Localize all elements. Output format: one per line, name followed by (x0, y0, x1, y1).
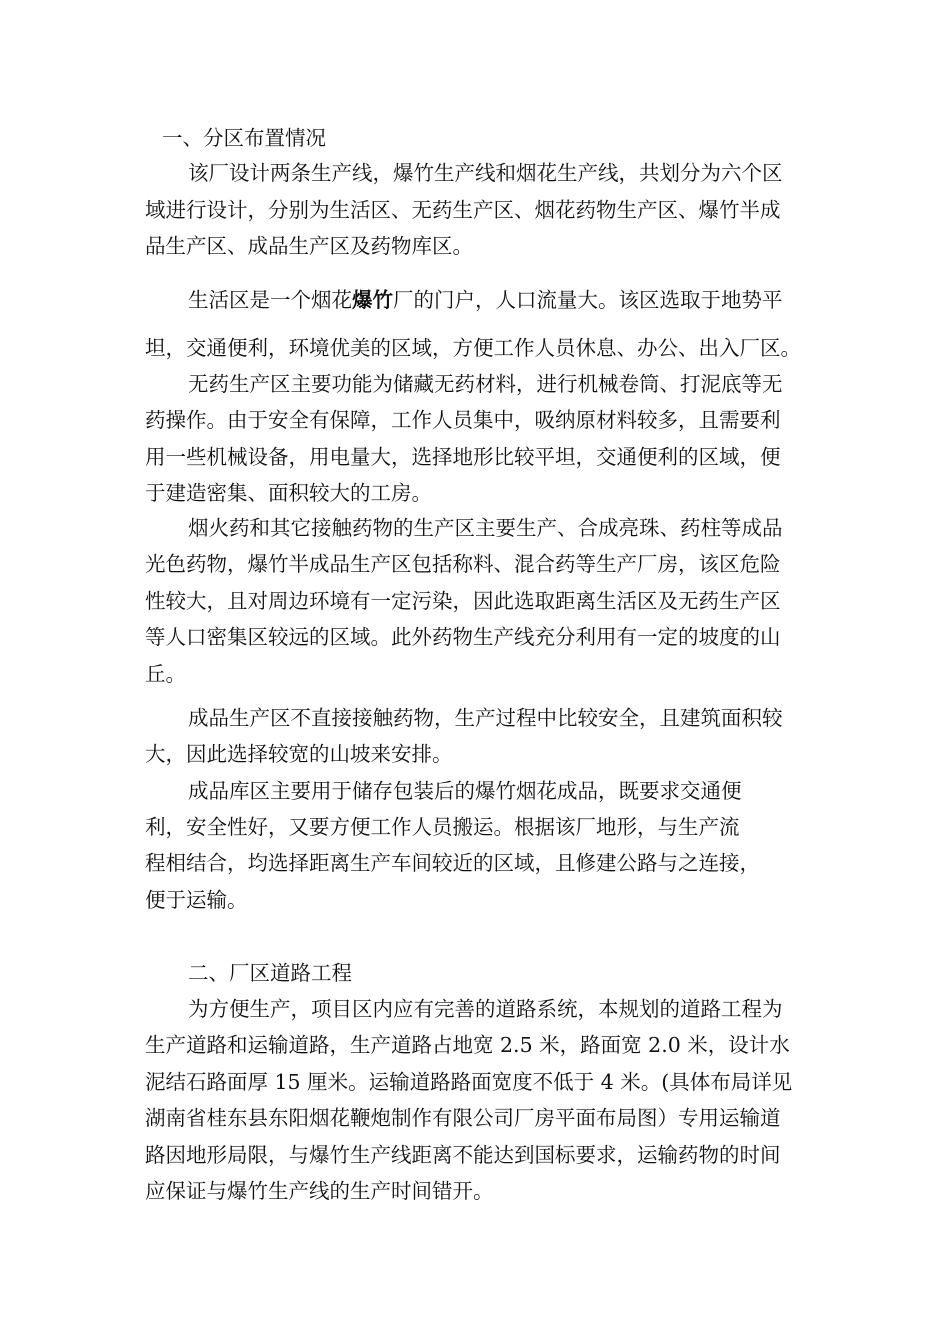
paragraph-line: 泥结石路面厚 15 厘米。运输道路路面宽度不低于 4 米。(具体布局详见 (145, 1070, 793, 1094)
text-run: 生活区是一个烟花 (188, 288, 352, 312)
paragraph-line: 烟火药和其它接触药物的生产区主要生产、合成亮珠、药柱等成品 (188, 516, 783, 540)
paragraph-line: 生产道路和运输道路，生产道路占地宽 2.5 米，路面宽 2.0 米，设计水 (145, 1033, 790, 1057)
paragraph-line: 用一些机械设备，用电量大，选择地形比较平坦，交通便利的区域，便 (145, 445, 781, 469)
paragraph-line: 坦，交通便利，环境优美的区域，方便工作人员休息、办公、出入厂区。 (145, 336, 801, 360)
paragraph-line: 湖南省桂东县东阳烟花鞭炮制作有限公司厂房平面布局图）专用运输道 (145, 1106, 781, 1130)
bold-text-run: 爆竹 (352, 288, 393, 312)
paragraph-line: 药操作。由于安全有保障，工作人员集中，吸纳原材料较多，且需要利 (145, 408, 781, 432)
paragraph-line: 成品生产区不直接接触药物，生产过程中比较安全，且建筑面积较 (188, 706, 783, 730)
text-run: 厂的门户，人口流量大。该区选取于地势平 (393, 288, 783, 312)
paragraph-line: 应保证与爆竹生产线的生产时间错开。 (145, 1179, 494, 1203)
paragraph-line: 丘。 (145, 662, 186, 686)
paragraph-line: 于建造密集、面积较大的工房。 (145, 481, 432, 505)
paragraph-line: 利，安全性好，又要方便工作人员搬运。根据该厂地形，与生产流 (145, 815, 740, 839)
paragraph-line: 性较大，且对周边环境有一定污染，因此选取距离生活区及无药生产区 (145, 589, 781, 613)
paragraph-line: 程相结合，均选择距离生产车间较近的区域，且修建公路与之连接， (145, 851, 760, 875)
paragraph-line: 便于运输。 (145, 888, 248, 912)
paragraph-line: 无药生产区主要功能为储藏无药材料，进行机械卷筒、打泥底等无 (188, 372, 783, 396)
section-heading-layout: 一、分区布置情况 (162, 126, 326, 150)
paragraph-line: 为方便生产，项目区内应有完善的道路系统，本规划的道路工程为 (188, 997, 783, 1021)
paragraph-line: 域进行设计，分别为生活区、无药生产区、烟花药物生产区、爆竹半成 (145, 198, 781, 222)
paragraph-line: 成品库区主要用于储存包装后的爆竹烟花成品，既要求交通便 (188, 779, 742, 803)
paragraph-line: 等人口密集区较远的区域。此外药物生产线充分利用有一定的坡度的山 (145, 625, 781, 649)
paragraph-line: 路因地形局限，与爆竹生产线距离不能达到国标要求，运输药物的时间 (145, 1143, 781, 1167)
paragraph-line: 大，因此选择较宽的山坡来安排。 (145, 742, 453, 766)
paragraph-line: 该厂设计两条生产线，爆竹生产线和烟花生产线，共划分为六个区 (188, 161, 783, 185)
paragraph-line: 光色药物，爆竹半成品生产区包括称料、混合药等生产厂房，该区危险 (145, 552, 781, 576)
paragraph-line (188, 285, 783, 315)
section-heading-roads: 二、厂区道路工程 (188, 961, 352, 985)
paragraph-line: 品生产区、成品生产区及药物库区。 (145, 234, 473, 258)
